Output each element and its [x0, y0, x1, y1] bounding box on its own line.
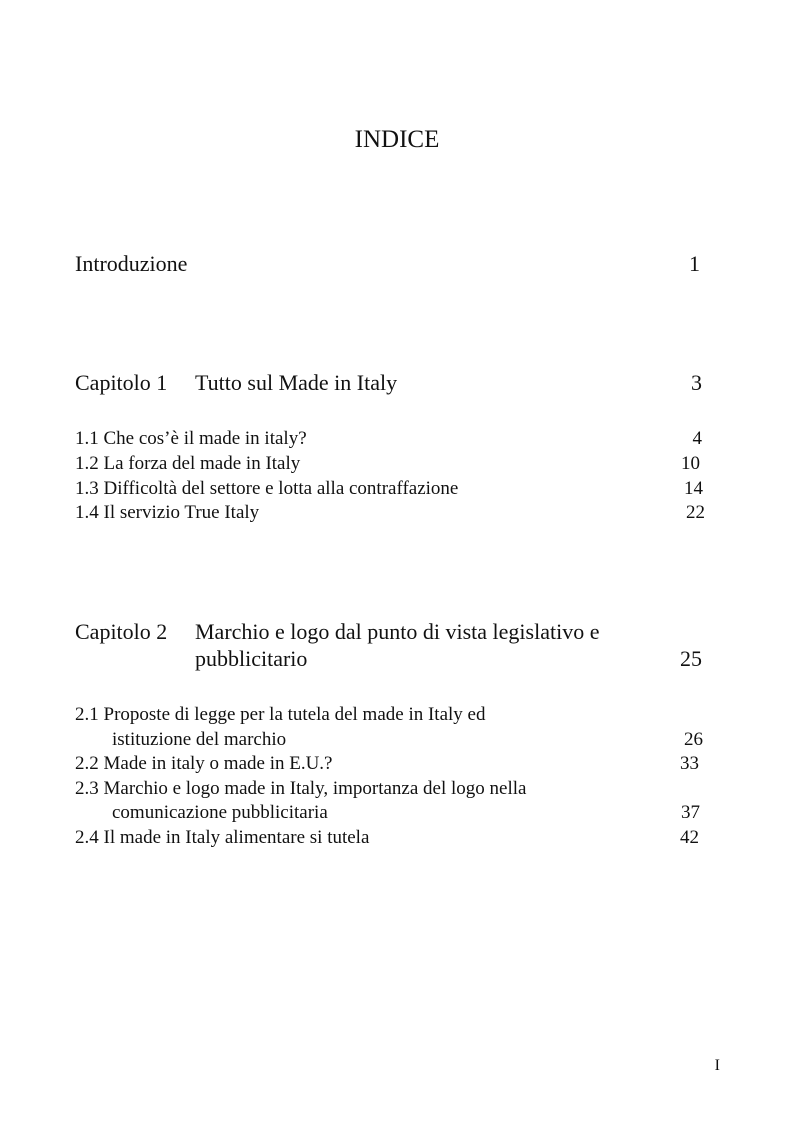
introduction-page: 1 [689, 251, 700, 276]
footer-page-number: I [714, 1057, 720, 1074]
toc-section-label: 2.3 Marchio e logo made in Italy, importanza del logo nella [75, 778, 527, 799]
toc-section-label: 2.2 Made in italy o made in E.U.? [75, 753, 333, 774]
chapter2-number: Capitolo 2 [75, 619, 168, 644]
toc-section-label: 2.4 Il made in Italy alimentare si tutela [75, 827, 370, 848]
chapter2-page: 25 [680, 646, 702, 671]
chapter1-title: Tutto sul Made in Italy [195, 370, 398, 395]
chapter2-title-line2: pubblicitario [195, 646, 308, 671]
toc-section-page: 42 [680, 827, 699, 848]
toc-section-label: 1.4 Il servizio True Italy [75, 502, 260, 523]
introduction-label: Introduzione [75, 251, 188, 276]
toc-section-page: 4 [692, 428, 702, 449]
toc-section-label: 1.2 La forza del made in Italy [75, 453, 301, 474]
toc-section-label: 2.1 Proposte di legge per la tutela del made in Italy ed [75, 704, 486, 725]
toc-section-label: 1.1 Che cos’è il made in italy? [75, 428, 307, 449]
toc-section-page: 37 [681, 802, 700, 823]
chapter1-number: Capitolo 1 [75, 370, 168, 395]
chapter1-page: 3 [691, 370, 702, 395]
toc-section-page: 33 [680, 753, 699, 774]
chapter2-title-line1: Marchio e logo dal punto di vista legislativo e [195, 619, 600, 644]
toc-section-label-continued: comunicazione pubblicitaria [112, 802, 328, 823]
toc-section-label: 1.3 Difficoltà del settore e lotta alla contraffazione [75, 478, 459, 499]
toc-section-label-continued: istituzione del marchio [112, 729, 287, 750]
page-title: INDICE [354, 126, 440, 153]
toc-section-page: 14 [684, 478, 703, 499]
toc-section-page: 10 [681, 453, 700, 474]
toc-section-page: 26 [684, 729, 703, 750]
toc-section-page: 22 [686, 502, 705, 523]
